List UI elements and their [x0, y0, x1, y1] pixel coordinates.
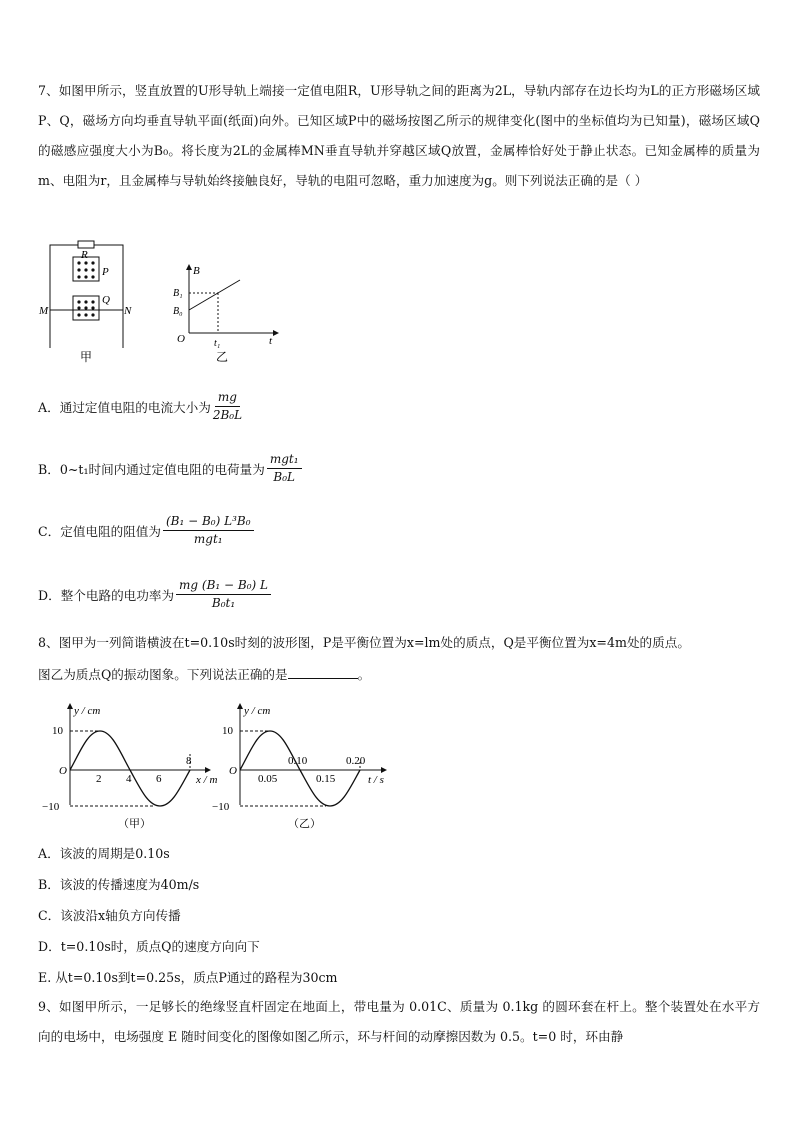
q8-option-c[interactable]: C．该波沿x轴负方向传播: [38, 908, 181, 923]
caption-yi: 乙: [216, 350, 229, 364]
q7-figure-yi: [168, 262, 283, 367]
graph-jia-xlabel: x / m: [196, 774, 218, 786]
q8-option-a[interactable]: A．该波的周期是0.10s: [38, 846, 170, 861]
q9-stem: 9、如图甲所示，一足够长的绝缘竖直杆固定在地面上，带电量为 0.01C、质量为 0.1kg 的圆环套在杆上。整个装置处在水平方向的电场中，电场强度 E 随时间变化的图像如图乙所示，环与杆间的动摩擦因数为 0.5。t=0 时，环由静: [38, 999, 760, 1044]
caption-jia: 甲: [80, 350, 93, 364]
graph-jia-caption: （甲）: [118, 818, 151, 830]
q8-option-e[interactable]: E. 从t=0.10s到t=0.25s，质点P通过的路程为30cm: [38, 970, 338, 985]
graph-yi-xtick-015: 0.15: [316, 773, 336, 785]
origin-O: O: [177, 333, 185, 345]
graph-yi-xtick-005: 0.05: [258, 773, 278, 785]
q8-graph-yi: [208, 700, 398, 832]
q8-stem-line1: 8、图甲为一列简谐横波在t=0.10s时刻的波形图，P是平衡位置为x=lm处的质点，Q是平衡位置为x=4m处的质点。: [38, 635, 690, 650]
graph-yi-xtick-020: 0.20: [346, 755, 366, 767]
graph-yi-ytick-neg10: −10: [212, 801, 230, 813]
q8-option-d[interactable]: D．t=0.10s时，质点Q的速度方向向下: [38, 939, 260, 954]
graph-yi-ylabel: y / cm: [244, 705, 271, 717]
label-R: R: [81, 249, 88, 261]
q8-stem-line2: 图乙为质点Q的振动图象。下列说法正确的是 。: [38, 667, 371, 682]
label-Q: Q: [102, 294, 110, 306]
label-P: P: [102, 266, 109, 278]
graph-jia-ylabel: y / cm: [74, 705, 101, 717]
tick-t1: t₁: [214, 338, 221, 349]
graph-jia-origin: O: [59, 765, 67, 777]
graph-yi-xlabel: t / s: [368, 774, 384, 786]
axis-t: t: [269, 335, 273, 347]
answer-blank[interactable]: [288, 666, 358, 679]
graph-jia-xtick-2: 2: [96, 773, 102, 785]
graph-yi-origin: O: [229, 765, 237, 777]
graph-yi-xtick-010: 0.10: [288, 755, 308, 767]
q7-option-d[interactable]: D．整个电路的电功率为 $\frac{\text{mg (B₁ − B₀) L}}{\text{B₀t₁}}$: [38, 578, 271, 611]
graph-jia-xtick-6: 6: [156, 773, 162, 785]
graph-jia-ytick-neg10: −10: [42, 801, 60, 813]
graph-jia-xtick-4: 4: [126, 773, 132, 785]
q7-option-c[interactable]: C．定值电阻的阻值为 $\frac{\text{(B₁ − B₀) L³B₀}}{\text{mgt₁}}$: [38, 514, 254, 547]
q7-figure-jia: [38, 240, 138, 365]
graph-yi-ytick-10: 10: [222, 725, 233, 737]
label-M: M: [39, 305, 49, 317]
q7-stem: 7、如图甲所示，竖直放置的U形导轨上端接一定值电阻R，U形导轨之间的距离为2L，导轨内部存在边长均为L的正方形磁场区域P、Q，磁场方向均垂直导轨平面(纸面)向外。已知区域P中的磁场按图乙所示的规律变化(图中的坐标值均为已知量)，磁场区域Q的磁感应强度大小为B₀。将长度为2L的金属棒MN垂直导轨并穿越区域Q放置，金属棒恰好处于静止状态。已知金属棒的质量为m、电阻为r，且金属棒与导轨始终接触良好，导轨的电阻可忽略，重力加速度为g。则下列说法正确的是（ ）: [38, 83, 760, 188]
label-N: N: [124, 305, 132, 317]
graph-jia-xtick-8: 8: [186, 755, 192, 767]
axis-B: B: [193, 265, 200, 277]
graph-yi-caption: （乙）: [288, 818, 321, 830]
graph-jia-ytick-10: 10: [52, 725, 63, 737]
q7-option-a[interactable]: A．通过定值电阻的电流大小为 $\frac{mg}{\text{2B₀L}}$: [38, 390, 243, 422]
q7-option-b[interactable]: B．0~t₁时间内通过定值电阻的电荷量为 $\frac{\text{mgt₁}}{\text{B₀L}}$: [38, 452, 302, 485]
tick-B0: B₀: [173, 306, 183, 317]
tick-B1: B₁: [173, 288, 183, 299]
q8-graph-jia: [38, 700, 228, 832]
q8-option-b[interactable]: B．该波的传播速度为40m/s: [38, 877, 200, 892]
